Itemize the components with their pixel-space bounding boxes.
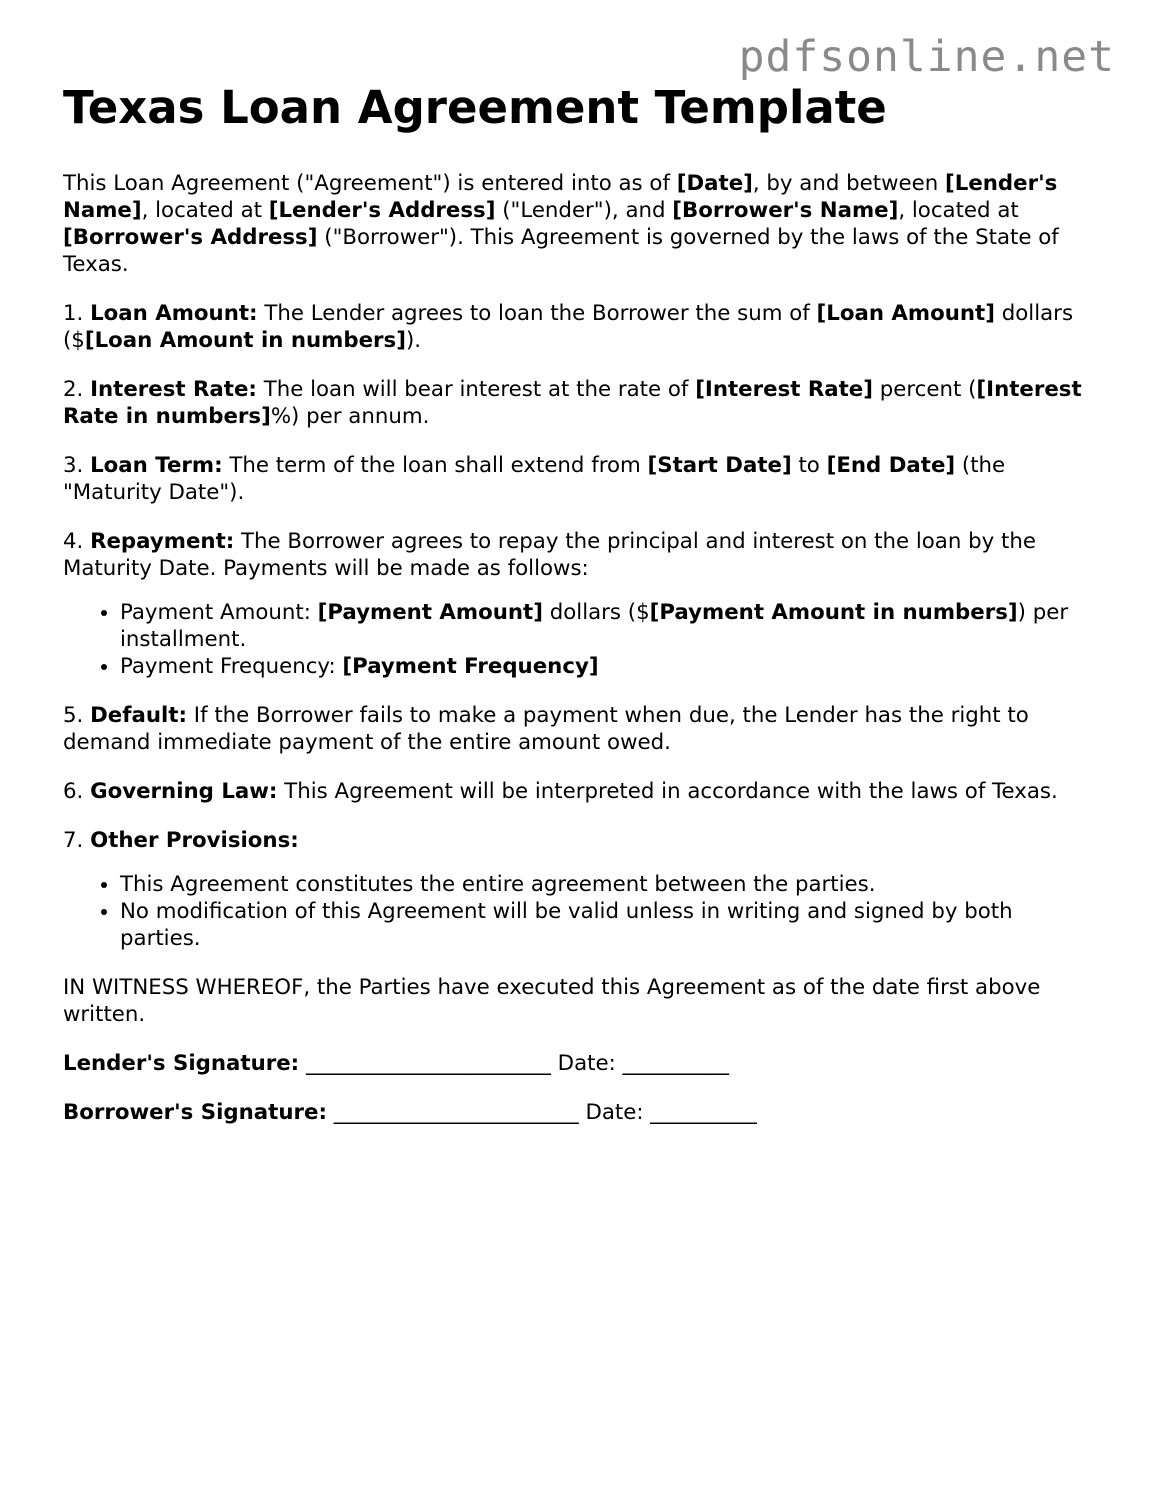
interest-rate-numbers-placeholder: [Interest Rate in numbers] (63, 377, 1082, 429)
section-interest-rate (63, 376, 1093, 430)
document-body (63, 80, 1093, 1148)
text: This Agreement will be interpreted in accordance with the laws of Texas. (277, 779, 1058, 804)
text: (the "Maturity Date"). (63, 453, 1006, 505)
borrower-address-placeholder: [Borrower's Address] (63, 225, 318, 250)
section-loan-term (63, 452, 1093, 506)
text: percent ( (872, 377, 977, 402)
section-number: 2. (63, 377, 91, 402)
section-heading: Loan Term: (90, 453, 223, 478)
page-title: Texas Loan Agreement Template (63, 81, 887, 134)
text: ) per installment. (120, 600, 1069, 652)
repayment-list (63, 599, 1093, 680)
watermark: pdfsonline.net (738, 32, 1115, 82)
borrower-signature-label: Borrower's Signature: (63, 1100, 327, 1125)
text: ). (405, 328, 422, 353)
section-governing-law (63, 778, 1093, 805)
lender-date-blank[interactable]: Date: __________ (557, 1051, 730, 1076)
section-repayment (63, 528, 1093, 582)
text: , located at (141, 198, 269, 223)
section-number: 5. (63, 703, 91, 728)
list-item (120, 599, 1093, 653)
text: Payment Frequency: (120, 654, 343, 679)
text: The loan will bear interest at the rate of (256, 377, 696, 402)
lender-signature-label: Lender's Signature: (63, 1051, 300, 1076)
list-item (120, 653, 1093, 680)
loan-amount-placeholder: [Loan Amount] (816, 301, 995, 326)
borrower-signature-line (63, 1099, 1093, 1126)
lender-signature-blank[interactable]: _______________________ (299, 1051, 558, 1076)
list-item: • This Agreement constitutes the entire agreement between the parties. (120, 871, 1093, 898)
section-heading: Governing Law: (90, 779, 278, 804)
section-number: 7. (63, 828, 91, 853)
intro-paragraph (63, 170, 1093, 278)
text: to (791, 453, 827, 478)
text: dollars ($ (63, 301, 1074, 353)
text: , located at (898, 198, 1019, 223)
section-number: 6. (63, 779, 91, 804)
section-heading: Other Provisions: (90, 828, 299, 853)
section-number: 3. (63, 453, 91, 478)
payment-amount-numbers-placeholder: [Payment Amount in numbers] (649, 600, 1018, 625)
text: If the Borrower fails to make a payment when due, the Lender has the right to demand immediate payment of the entire amount owed. (63, 703, 1029, 755)
section-heading: Interest Rate: (90, 377, 257, 402)
section-loan-amount (63, 300, 1093, 354)
borrower-signature-blank[interactable]: _______________________ (326, 1100, 586, 1125)
interest-rate-placeholder: [Interest Rate] (695, 377, 873, 402)
start-date-placeholder: [Start Date] (647, 453, 792, 478)
payment-frequency-placeholder: [Payment Frequency] (342, 654, 599, 679)
section-number: 4. (63, 529, 91, 554)
text: dollars ($ (542, 600, 650, 625)
text: The Lender agrees to loan the Borrower the sum of (257, 301, 817, 326)
text: ("Borrower"). This Agreement is governed by the laws of the State of Texas. (63, 225, 1059, 277)
text: , by and between (752, 171, 946, 196)
section-number: 1. (63, 301, 91, 326)
list-item: • No modification of this Agreement will be valid unless in writing and signed by both parties. (120, 898, 1093, 952)
payment-amount-placeholder: [Payment Amount] (317, 600, 543, 625)
text: This Loan Agreement ("Agreement") is entered into as of (63, 171, 677, 196)
section-other-provisions (63, 827, 1093, 854)
loan-amount-numbers-placeholder: [Loan Amount in numbers] (84, 328, 406, 353)
section-heading: Loan Amount: (90, 301, 258, 326)
section-default (63, 702, 1093, 756)
lender-name-placeholder: [Lender's Name] (63, 171, 1058, 223)
section-heading: Repayment: (90, 529, 235, 554)
lender-address-placeholder: [Lender's Address] (268, 198, 496, 223)
date-placeholder: [Date] (676, 171, 753, 196)
text: %) per annum. (270, 404, 430, 429)
borrower-name-placeholder: [Borrower's Name] (672, 198, 899, 223)
witness-paragraph: IN WITNESS WHEREOF, the Parties have executed this Agreement as of the date first above written. (63, 975, 1041, 1027)
text: The term of the loan shall extend from (222, 453, 648, 478)
text: Payment Amount: (120, 600, 318, 625)
borrower-date-blank[interactable]: Date: __________ (585, 1100, 757, 1125)
section-heading: Default: (90, 703, 188, 728)
end-date-placeholder: [End Date] (826, 453, 956, 478)
other-provisions-list (63, 871, 1093, 952)
text: ("Lender"), and (495, 198, 673, 223)
lender-signature-line (63, 1050, 1093, 1077)
text: The Borrower agrees to repay the principal and interest on the loan by the Maturity Date. Payments will be made as follows: (63, 529, 1036, 581)
